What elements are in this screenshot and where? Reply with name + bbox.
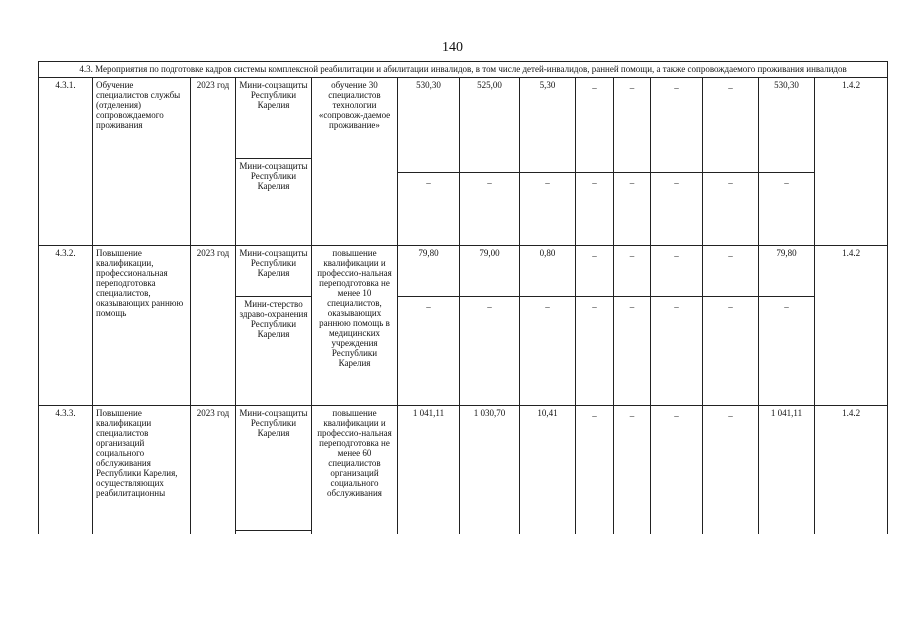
table-row bbox=[39, 406, 888, 534]
responsible-secondary: Мини-соцзащиты Республики Карелия bbox=[239, 161, 308, 191]
row-number: 4.3.1. bbox=[39, 78, 93, 246]
expected-result: повышение квалификации и профессио-нальная переподготовка не менее 10 специалистов, оказывающих раннюю помощь в медицинских учреждения Республики Карелия bbox=[312, 246, 398, 406]
dash-value: _ bbox=[592, 80, 597, 90]
dash-cell bbox=[614, 246, 651, 406]
page-number: 140 bbox=[442, 40, 463, 55]
amount-final-cell bbox=[759, 78, 815, 246]
dash-sub: – bbox=[674, 178, 679, 188]
dash-sub: – bbox=[629, 178, 635, 188]
amount-regional-sub: _ bbox=[545, 299, 550, 309]
responsible-primary: Мини-соцзащиты Республики Карелия bbox=[239, 80, 308, 110]
amount-total-cell bbox=[398, 78, 460, 246]
year-cell: 2023 год bbox=[191, 246, 236, 406]
responsible-secondary: Мини-стерство здраво-охранения Республики Карелия bbox=[239, 299, 308, 339]
dash-value: _ bbox=[728, 248, 733, 258]
amount-final-sub: – bbox=[784, 178, 789, 188]
responsible-primary: Мини-соцзащиты Республики Карелия bbox=[239, 408, 308, 438]
amount-final: 530,30 bbox=[774, 80, 799, 90]
amount-total-sub: _ bbox=[426, 299, 431, 309]
dash-cell bbox=[576, 246, 614, 406]
amount-final: 1 041,11 bbox=[759, 406, 815, 534]
indicator-code: 1.4.2 bbox=[815, 406, 888, 534]
amount-federal: 79,00 bbox=[479, 248, 500, 258]
dash-value: _ bbox=[629, 248, 635, 258]
responsible-primary: Мини-соцзащиты Республики Карелия bbox=[239, 248, 308, 278]
amount-federal-cell bbox=[460, 78, 520, 246]
amount-total: 530,30 bbox=[416, 80, 441, 90]
row-number: 4.3.2. bbox=[39, 246, 93, 406]
amount-federal-sub: _ bbox=[487, 299, 492, 309]
program-table bbox=[38, 61, 888, 534]
measure-name: Обучение специалистов службы (отделения) сопровождаемого проживания bbox=[93, 78, 191, 246]
amount-final: 79,80 bbox=[776, 248, 797, 258]
amount-final-cell bbox=[759, 246, 815, 406]
dash-value: _ bbox=[674, 248, 679, 258]
dash-cell bbox=[703, 246, 759, 406]
dash-cell bbox=[703, 78, 759, 246]
amount-regional: 10,41 bbox=[520, 406, 576, 534]
dash-sub: _ bbox=[728, 299, 733, 309]
dash-sub: _ bbox=[592, 299, 597, 309]
amount-regional-sub: – bbox=[545, 178, 550, 188]
amount-federal-cell bbox=[460, 246, 520, 406]
dash-value: _ bbox=[651, 406, 703, 534]
table-row bbox=[39, 246, 888, 406]
amount-federal: 525,00 bbox=[477, 80, 502, 90]
amount-regional-cell bbox=[520, 78, 576, 246]
year-cell: 2023 год bbox=[191, 78, 236, 246]
amount-total: 1 041,11 bbox=[398, 406, 460, 534]
amount-total-cell bbox=[398, 246, 460, 406]
dash-value: _ bbox=[674, 80, 679, 90]
dash-cell bbox=[576, 78, 614, 246]
expected-result: обучение 30 специалистов технологии «сопровож-даемое проживание» bbox=[312, 78, 398, 246]
amount-final-sub: _ bbox=[784, 299, 789, 309]
row-number: 4.3.3. bbox=[39, 406, 93, 534]
dash-sub: _ bbox=[674, 299, 679, 309]
measure-name: Повышение квалификации специалистов организаций социального обслуживания Республики Карелия, осуществляющих реабилитационны bbox=[93, 406, 191, 534]
expected-result: повышение квалификации и профессио-нальная переподготовка не менее 60 специалистов организаций социального обслуживания bbox=[312, 406, 398, 534]
dash-cell bbox=[614, 78, 651, 246]
amount-regional: 0,80 bbox=[539, 248, 556, 258]
dash-cell bbox=[651, 246, 703, 406]
responsible-cell bbox=[236, 78, 312, 246]
amount-total: 79,80 bbox=[418, 248, 439, 258]
dash-sub: _ bbox=[629, 299, 635, 309]
amount-federal-sub: – bbox=[487, 178, 492, 188]
table-row bbox=[39, 78, 888, 246]
indicator-code: 1.4.2 bbox=[815, 246, 888, 406]
dash-value: _ bbox=[629, 80, 635, 90]
dash-cell bbox=[651, 78, 703, 246]
dash-value: _ bbox=[576, 406, 614, 534]
amount-regional-cell bbox=[520, 246, 576, 406]
dash-value: _ bbox=[703, 406, 759, 534]
amount-federal: 1 030,70 bbox=[460, 406, 520, 534]
dash-sub: – bbox=[728, 178, 733, 188]
amount-total-sub: – bbox=[426, 178, 431, 188]
dash-value: _ bbox=[592, 248, 597, 258]
responsible-cell bbox=[236, 246, 312, 406]
dash-sub: – bbox=[592, 178, 597, 188]
measure-name: Повышение квалификации, профессиональная переподготовка специалистов, оказывающих раннюю помощь bbox=[93, 246, 191, 406]
indicator-code: 1.4.2 bbox=[815, 78, 888, 246]
year-cell: 2023 год bbox=[191, 406, 236, 534]
dash-value: _ bbox=[614, 406, 651, 534]
amount-regional: 5,30 bbox=[539, 80, 556, 90]
section-title: 4.3. Мероприятия по подготовке кадров системы комплексной реабилитации и абилитации инвалидов, в том числе детей-инвалидов, ранней помощи, а также сопровождаемого проживания инвалидов bbox=[39, 62, 888, 78]
section-header-row bbox=[39, 62, 888, 78]
responsible-cell bbox=[236, 406, 312, 534]
dash-value: _ bbox=[728, 80, 733, 90]
